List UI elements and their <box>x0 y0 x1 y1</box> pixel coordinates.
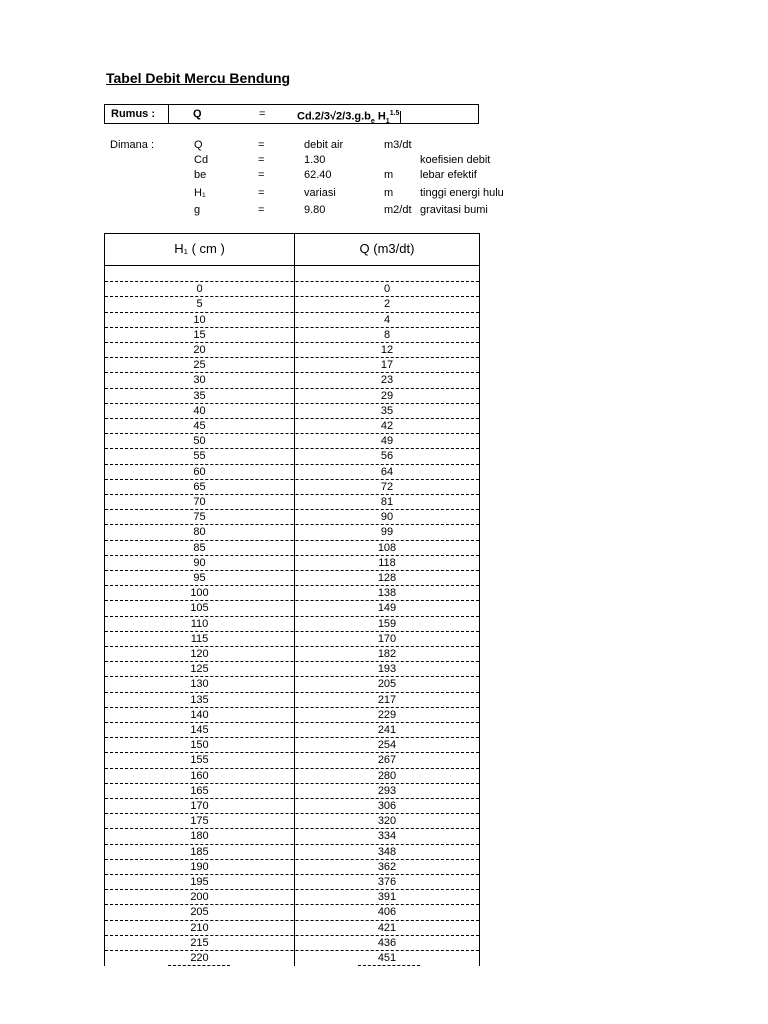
definition-symbol: Q <box>194 139 203 151</box>
definition-unit: m2/dt <box>384 204 412 216</box>
cell-h1[interactable]: 220 <box>190 952 209 964</box>
page-title: Tabel Debit Mercu Bendung <box>106 70 291 86</box>
cell-q[interactable]: 254 <box>377 739 397 752</box>
table-row <box>105 480 479 495</box>
table-row <box>105 556 479 571</box>
cell-h1[interactable]: 80 <box>193 526 206 539</box>
table-row <box>105 723 479 738</box>
formula-exp: 1.5 <box>389 110 400 117</box>
cell-q[interactable]: 29 <box>380 389 394 402</box>
cell-q[interactable]: 280 <box>377 769 397 782</box>
table-row <box>105 465 479 480</box>
cell-h1[interactable]: 60 <box>193 465 206 478</box>
cell-q[interactable]: 23 <box>380 374 394 387</box>
definition-value: variasi <box>304 187 336 199</box>
table-row <box>105 343 479 358</box>
table-row <box>105 769 479 784</box>
definition-unit: m <box>384 187 394 199</box>
cell-q[interactable]: 320 <box>377 815 397 828</box>
cell-q[interactable]: 56 <box>380 450 394 463</box>
cell-q[interactable]: 170 <box>377 632 397 645</box>
definition-symbol: Cd <box>194 154 209 166</box>
definition-value: 62.40 <box>304 169 332 181</box>
cell-h1[interactable]: 110 <box>190 617 209 630</box>
table-row <box>105 358 479 373</box>
formula-sub: e <box>370 117 375 125</box>
cell-h1[interactable]: 20 <box>193 344 206 356</box>
cell-q[interactable]: 108 <box>377 541 397 554</box>
cell-h1[interactable]: 10 <box>193 313 206 326</box>
cell-h1[interactable]: 120 <box>190 648 209 660</box>
cell-q[interactable]: 293 <box>377 784 397 797</box>
table-row <box>105 389 479 404</box>
cell-q[interactable]: 17 <box>380 359 394 372</box>
cell-q[interactable]: 267 <box>377 754 397 767</box>
cell-q[interactable]: 2 <box>383 298 391 311</box>
definition-row <box>110 139 530 154</box>
cell-h1[interactable]: 95 <box>193 572 206 584</box>
cell-q[interactable]: 229 <box>377 708 397 721</box>
cell-q[interactable]: 348 <box>377 845 397 858</box>
definition-equals: = <box>258 204 265 216</box>
formula-main: Cd.2/3√2/3.g.b <box>297 110 371 123</box>
cell-q[interactable]: 149 <box>377 602 397 615</box>
cell-q[interactable]: 451 <box>377 952 397 964</box>
definition-label: Dimana : <box>110 139 155 151</box>
definition-row <box>110 204 530 219</box>
cell-h1[interactable]: 65 <box>193 480 206 493</box>
formula-h: H <box>374 110 386 123</box>
cell-q[interactable]: 391 <box>377 891 397 904</box>
cell-q[interactable]: 12 <box>380 344 394 356</box>
table-row <box>105 586 479 601</box>
cell-h1[interactable]: 160 <box>190 769 209 782</box>
cell-h1[interactable]: 185 <box>190 845 209 858</box>
definition-equals: = <box>258 169 265 181</box>
cell-q[interactable]: 64 <box>380 465 394 478</box>
formula-h-sub: 1 <box>385 117 390 125</box>
cell-q[interactable]: 193 <box>377 663 397 676</box>
table-row <box>105 677 479 692</box>
cell-h1[interactable]: 15 <box>193 328 206 341</box>
cell-h1[interactable]: 0 <box>196 283 203 296</box>
table-row <box>105 647 479 662</box>
definition-unit: m <box>384 169 394 181</box>
table-row <box>105 434 479 449</box>
definition-equals: = <box>258 187 265 199</box>
table-row <box>105 525 479 540</box>
cell-h1[interactable]: 25 <box>193 359 206 372</box>
cell-q[interactable]: 159 <box>377 617 397 630</box>
header-rule <box>105 265 479 266</box>
definition-equals: = <box>258 139 265 151</box>
table-row <box>105 753 479 768</box>
text-cursor <box>400 111 401 123</box>
cell-h1[interactable]: 100 <box>190 587 209 600</box>
cell-q[interactable]: 138 <box>377 587 397 600</box>
cell-q[interactable]: 205 <box>377 678 397 691</box>
formula-label: Rumus : <box>105 105 169 123</box>
table-row <box>105 449 479 464</box>
cell-q[interactable]: 90 <box>380 511 394 524</box>
definition-row <box>110 187 530 202</box>
definition-unit: m3/dt <box>384 139 412 151</box>
cell-q[interactable]: 81 <box>380 496 394 508</box>
table-row <box>105 541 479 556</box>
definition-symbol: g <box>194 204 201 216</box>
header-h1[interactable]: H₁ ( cm ) <box>174 241 225 256</box>
definition-desc: koefisien debit <box>420 154 491 166</box>
cell-q[interactable]: 128 <box>377 572 397 584</box>
table-row <box>105 936 479 951</box>
cell-q[interactable]: 217 <box>377 693 397 706</box>
table-row <box>105 905 479 920</box>
cell-h1[interactable]: 115 <box>190 632 209 645</box>
definition-equals: = <box>258 154 265 166</box>
cell-h1[interactable]: 125 <box>190 663 209 676</box>
table-row <box>105 829 479 844</box>
table-row <box>105 860 479 875</box>
definition-symbol: H₁ <box>194 187 206 199</box>
cell-h1[interactable]: 165 <box>190 784 209 797</box>
cell-h1[interactable]: 140 <box>190 708 209 721</box>
cell-q[interactable]: 362 <box>377 860 397 873</box>
formula-box <box>104 104 479 124</box>
cell-h1[interactable]: 195 <box>190 876 209 888</box>
cell-q[interactable]: 35 <box>380 404 394 417</box>
cell-h1[interactable]: 70 <box>193 496 206 508</box>
cell-q[interactable]: 436 <box>377 936 397 949</box>
table-row <box>105 617 479 632</box>
definition-value: 9.80 <box>304 204 326 216</box>
formula-equals: = <box>259 108 266 120</box>
cell-h1[interactable]: 155 <box>190 754 209 767</box>
table-row <box>105 632 479 647</box>
cell-h1[interactable]: 90 <box>193 556 206 569</box>
cell-q[interactable]: 4 <box>383 313 391 326</box>
cell-h1[interactable]: 45 <box>193 420 206 432</box>
discharge-table <box>104 233 480 966</box>
table-row <box>105 419 479 434</box>
table-row <box>105 571 479 586</box>
table-row <box>105 313 479 328</box>
formula-q: Q <box>193 108 202 120</box>
cell-h1[interactable]: 210 <box>190 921 209 934</box>
cell-h1[interactable]: 145 <box>190 724 209 736</box>
table-row <box>105 510 479 525</box>
cell-q[interactable]: 406 <box>377 906 397 919</box>
cell-q[interactable]: 376 <box>377 876 397 888</box>
tail-dash-right <box>358 965 420 966</box>
cell-h1[interactable]: 30 <box>193 374 206 387</box>
cell-h1[interactable]: 105 <box>190 602 209 615</box>
cell-q[interactable]: 8 <box>383 328 391 341</box>
cell-h1[interactable]: 50 <box>193 435 206 448</box>
table-row <box>105 875 479 890</box>
cell-q[interactable]: 72 <box>380 480 394 493</box>
cell-q[interactable]: 49 <box>380 435 394 448</box>
table-row <box>105 373 479 388</box>
cell-h1[interactable]: 180 <box>190 830 209 843</box>
definition-value: 1.30 <box>304 154 326 166</box>
table-row <box>105 495 479 510</box>
table-row <box>105 738 479 753</box>
cell-h1[interactable]: 200 <box>190 891 209 904</box>
cell-q[interactable]: 0 <box>383 283 391 296</box>
cell-h1[interactable]: 55 <box>193 450 206 463</box>
tail-dash-left <box>168 965 230 966</box>
definition-value: debit air <box>304 139 344 151</box>
cell-q[interactable]: 334 <box>377 830 397 843</box>
table-row <box>105 890 479 905</box>
cell-h1[interactable]: 170 <box>190 800 209 812</box>
table-row <box>105 921 479 936</box>
table-row <box>105 784 479 799</box>
table-row <box>105 601 479 616</box>
table-row <box>105 951 479 966</box>
table-row <box>105 267 479 282</box>
definition-row <box>110 169 530 184</box>
cell-q[interactable]: 306 <box>377 800 397 812</box>
cell-q[interactable]: 118 <box>378 556 396 569</box>
cell-h1[interactable]: 215 <box>190 936 209 949</box>
cell-q[interactable]: 241 <box>377 724 397 736</box>
definition-symbol: be <box>194 169 207 181</box>
table-row <box>105 799 479 814</box>
table-row <box>105 662 479 677</box>
table-row <box>105 282 479 297</box>
cell-h1[interactable]: 205 <box>190 906 209 919</box>
table-row <box>105 297 479 312</box>
cell-q[interactable]: 421 <box>377 921 397 934</box>
cell-q[interactable]: 99 <box>380 526 394 539</box>
definition-desc: gravitasi bumi <box>420 204 488 216</box>
cell-q[interactable]: 42 <box>380 420 394 432</box>
table-row <box>105 328 479 343</box>
cell-h1[interactable]: 85 <box>193 541 206 554</box>
table-row <box>105 708 479 723</box>
cell-h1[interactable]: 175 <box>190 815 209 828</box>
cell-h1[interactable]: 190 <box>190 860 209 873</box>
table-row <box>105 404 479 419</box>
cell-h1[interactable]: 135 <box>190 693 209 706</box>
cell-h1[interactable]: 130 <box>190 678 209 691</box>
cell-h1[interactable]: 35 <box>193 389 206 402</box>
table-row <box>105 814 479 829</box>
table-row <box>105 693 479 708</box>
cell-h1[interactable]: 5 <box>196 298 203 311</box>
cell-h1[interactable]: 150 <box>190 739 209 752</box>
definition-desc: tinggi energi hulu <box>420 187 504 199</box>
definition-desc: lebar efektif <box>420 169 477 181</box>
header-q[interactable]: Q (m3/dt) <box>359 241 415 256</box>
table-row <box>105 845 479 860</box>
cell-h1[interactable]: 40 <box>193 404 206 417</box>
definition-row <box>110 154 530 169</box>
cell-q[interactable]: 182 <box>377 648 397 660</box>
cell-h1[interactable]: 75 <box>193 511 206 524</box>
formula-expression[interactable] <box>297 105 401 131</box>
